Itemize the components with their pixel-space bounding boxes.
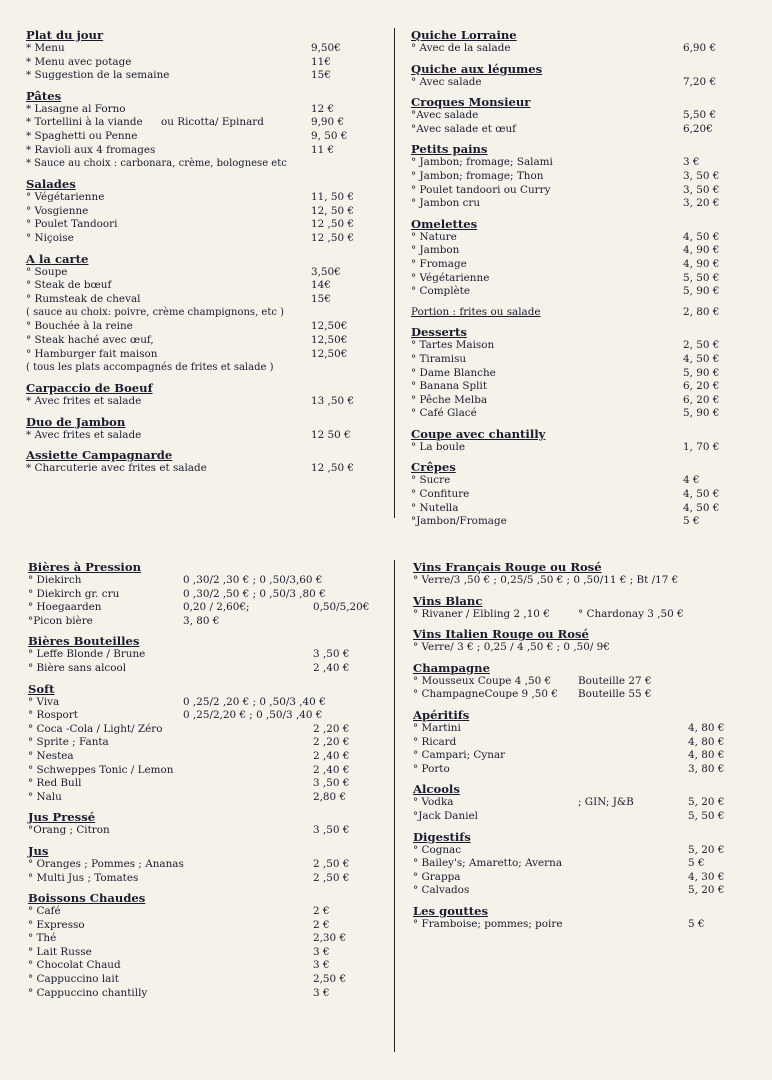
menu-item-price: 12 ,50 € (311, 218, 354, 231)
menu-item (26, 429, 381, 443)
menu-item-name: ° Multi Jus ; Tomates (28, 871, 139, 884)
menu-item-name: ° Chocolat Chaud (28, 959, 121, 972)
menu-item-price: 6,20€ (683, 122, 713, 135)
menu-item (413, 871, 733, 885)
menu-item-name: ° Nestea (28, 749, 74, 762)
menu-item-price: 3 € (683, 156, 700, 169)
menu-item (411, 258, 729, 272)
menu-item-name: ° Poulet tandoori ou Curry (411, 183, 551, 196)
menu-item-price: 2 ,20 € (313, 722, 350, 735)
menu-item-name: ° Jambon (411, 244, 460, 257)
menu-item (26, 205, 381, 219)
menu-item (26, 395, 381, 409)
menu-item-detail: ° Chardonay 3 ,50 € (578, 607, 684, 620)
menu-item-name: °Avec salade et œuf (411, 122, 517, 135)
menu-item (411, 184, 729, 198)
section-title: Vins Français Rouge ou Rosé (413, 560, 602, 574)
menu-item-price: 2, 80 € (683, 305, 720, 318)
menu-item-price: 11, 50 € (311, 191, 354, 204)
menu-item (28, 791, 368, 805)
menu-item (411, 367, 729, 381)
menu-item-price: 13 ,50 € (311, 395, 354, 408)
menu-item-price: 12,50€ (311, 347, 348, 360)
menu-item-name: * Suggestion de la semaine (26, 69, 170, 82)
menu-item (28, 601, 368, 615)
section-title: Assiette Campagnarde (26, 448, 173, 463)
menu-item-name: ° Cappuccino lait (28, 973, 119, 986)
menu-item-price: 5,50 € (683, 109, 717, 122)
menu-item-name: ° Martini (413, 721, 461, 734)
vertical-divider-bottom (394, 560, 395, 1052)
section-title: Quiche Lorraine (411, 28, 517, 42)
menu-item (26, 348, 381, 362)
menu-item (28, 973, 368, 987)
menu-item (28, 946, 368, 960)
menu-item (411, 339, 729, 353)
menu-item-name: ° Rumsteak de cheval (26, 292, 141, 305)
menu-item (28, 824, 368, 838)
menu-item (413, 688, 733, 702)
menu-item (28, 905, 368, 919)
menu-item-name: ° Fromage (411, 257, 467, 270)
menu-item (413, 884, 733, 898)
menu-item (28, 872, 368, 886)
menu-item-name: ° Pêche Melba (411, 393, 488, 406)
menu-item-price: 4, 80 € (688, 721, 725, 734)
section-title: Soft (28, 681, 55, 696)
menu-item (26, 191, 381, 205)
menu-item-detail: ou Ricotta/ Epinard (161, 116, 264, 129)
menu-item (413, 857, 733, 871)
menu-drinks-panel (28, 560, 368, 1000)
menu-item-name: * Avec frites et salade (26, 428, 142, 441)
menu-item-name: ° Jambon cru (411, 197, 481, 210)
menu-item-detail: Bouteille 27 € (578, 674, 652, 687)
menu-item-price: 5, 50 € (683, 271, 720, 284)
menu-item-name: ° Nalu (28, 790, 62, 803)
menu-item (411, 353, 729, 367)
menu-item-detail: 0 ,25/2 ,20 € ; 0 ,50/3 ,40 € (183, 695, 326, 708)
menu-item-price: 5, 50 € (688, 809, 725, 822)
menu-item-detail: Bouteille 55 € (578, 688, 652, 701)
menu-item (28, 648, 368, 662)
menu-item-price: 9,90 € (311, 116, 345, 129)
menu-item (28, 662, 368, 676)
menu-item-price: 5, 20 € (688, 796, 725, 809)
section-title: Digestifs (413, 829, 471, 844)
menu-item-name: ° Verre/3 ,50 € ; 0,25/5 ,50 € ; 0 ,50/11 € ; Bt /17 € (413, 574, 679, 586)
menu-item (411, 109, 729, 123)
menu-item (411, 231, 729, 245)
menu-item-name: ° Soupe (26, 265, 68, 278)
menu-item-price: 4, 50 € (683, 230, 720, 243)
menu-item (413, 763, 733, 777)
menu-item-detail: 0 ,30/2 ,50 € ; 0 ,50/3 ,80 € (183, 587, 326, 600)
section-title: Duo de Jambon (26, 414, 126, 429)
section-title: Pâtes (26, 88, 62, 103)
menu-item (28, 750, 368, 764)
menu-item-name: ° Vodka (413, 796, 454, 809)
menu-item-price: 5, 90 € (683, 285, 720, 298)
menu-item-price: 3 € (313, 986, 330, 999)
menu-item-price: 5, 20 € (688, 884, 725, 897)
menu-item-name: °Picon bière (28, 614, 93, 627)
menu-item-name: ° Avec salade (411, 75, 482, 88)
menu-item (26, 103, 381, 117)
menu-item-price: 3 ,50 € (313, 648, 350, 661)
menu-item-name: ° Végétarienne (26, 191, 105, 204)
menu-item-name: ° ChampagneCoupe 9 ,50 € (413, 688, 558, 701)
menu-item-price: 3,50€ (311, 265, 341, 278)
menu-item-price: 12 ,50 € (311, 462, 354, 475)
menu-item-price: 0,50/5,20€ (313, 601, 370, 614)
menu-item (411, 488, 729, 502)
menu-item-name: ° Vosgienne (26, 204, 89, 217)
menu-item-name: * Avec frites et salade (26, 395, 142, 408)
menu-item-price: 5 € (683, 515, 700, 528)
menu-item-price: 12,50€ (311, 320, 348, 333)
menu-item-price: 4 € (683, 474, 700, 487)
menu-item (413, 918, 733, 932)
menu-item-name: °Orang ; Citron (28, 824, 110, 837)
menu-item-price: 12, 50 € (311, 204, 354, 217)
menu-item-price: 15€ (311, 69, 331, 82)
menu-item-name: ° Hoegaarden (28, 601, 102, 614)
section-title: Bières à Pression (28, 560, 141, 574)
section-title: Quiche aux légumes (411, 61, 543, 76)
menu-item-price: 4, 90 € (683, 257, 720, 270)
menu-item-name: ° Bière sans alcool (28, 661, 127, 674)
section-title: Petits pains (411, 142, 488, 157)
menu-item-name: ° Confiture (411, 488, 470, 501)
menu-item (28, 932, 368, 946)
menu-item-name: * Menu (26, 42, 65, 54)
menu-item-price: 2 ,40 € (313, 661, 350, 674)
menu-item (28, 615, 368, 629)
section-title: Les gouttes (413, 903, 488, 918)
menu-item (26, 293, 381, 307)
menu-item-name: ° Tiramisu (411, 352, 467, 365)
menu-item (411, 76, 729, 90)
menu-item (411, 42, 729, 56)
menu-item (26, 462, 381, 476)
menu-item-name: * Ravioli aux 4 fromages (26, 143, 156, 156)
menu-item (411, 515, 729, 529)
menu-wines-spirits-panel (413, 560, 733, 932)
menu-item-name: * Tortellini à la viande (26, 116, 143, 129)
menu-item-name: ° Ricard (413, 735, 457, 748)
section-title: Boissons Chaudes (28, 891, 146, 906)
menu-item (28, 777, 368, 791)
menu-item-name: ° Expresso (28, 918, 85, 931)
menu-item-price: 4, 50 € (683, 501, 720, 514)
menu-item-name: ° La boule (411, 440, 465, 453)
menu-item-price: 5, 90 € (683, 407, 720, 420)
menu-item-price: 6, 20 € (683, 380, 720, 393)
menu-item-name: ° Café Glacé (411, 407, 477, 420)
menu-item-price: 14€ (311, 279, 331, 292)
menu-item-name: ° Diekirch gr. cru (28, 587, 120, 600)
menu-item-price: 3 € (313, 945, 330, 958)
section-note: ( sauce au choix: poivre, crème champignons, etc ) (26, 307, 285, 319)
menu-item-name: ° Diekirch (28, 574, 82, 586)
menu-item-price: 4, 30 € (688, 870, 725, 883)
menu-item (28, 736, 368, 750)
menu-item (411, 123, 729, 137)
section-title: Apéritifs (413, 707, 470, 722)
menu-item-price: 2, 50 € (683, 339, 720, 352)
section-title: Bières Bouteilles (28, 634, 140, 649)
menu-item-name: ° Coca -Cola / Light/ Zéro (28, 722, 163, 735)
menu-item-price: 2 € (313, 905, 330, 918)
section-title: Desserts (411, 325, 467, 340)
menu-item-price: 2 ,40 € (313, 763, 350, 776)
menu-item-price: 12 50 € (311, 428, 351, 441)
menu-item-name: ° Nutella (411, 501, 459, 514)
menu-item-price: 3 € (313, 959, 330, 972)
menu-item-name: ° Cappuccino chantilly (28, 986, 148, 999)
menu-item (411, 272, 729, 286)
menu-item (411, 170, 729, 184)
menu-item-name: ° Jambon; fromage; Thon (411, 169, 544, 182)
section-title: Alcools (413, 782, 460, 797)
menu-item (413, 641, 733, 655)
menu-item (413, 749, 733, 763)
menu-item-name: °Jambon/Fromage (411, 515, 507, 528)
menu-item-name: ° Red Bull (28, 777, 82, 790)
menu-item-name: ° Leffe Blonde / Brune (28, 648, 146, 661)
menu-item (411, 380, 729, 394)
menu-item (411, 306, 729, 320)
menu-item-name: ° Bailey's; Amaretto; Averna (413, 857, 563, 870)
menu-item-price: 3 ,50 € (313, 824, 350, 837)
menu-item-name: ° Poulet Tandoori (26, 218, 118, 231)
menu-item-name: ° Verre/ 3 € ; 0,25 / 4 ,50 € ; 0 ,50/ 9€ (413, 641, 610, 654)
menu-item-name: ° Schweppes Tonic / Lemon (28, 763, 174, 776)
menu-item-detail: 0,20 / 2,60€; (183, 601, 250, 614)
section-title: Omelettes (411, 216, 478, 231)
menu-item (413, 722, 733, 736)
menu-item-price: 2 ,20 € (313, 736, 350, 749)
menu-item (411, 156, 729, 170)
section-note: * Sauce au choix : carbonara, crème, bolognese etc (26, 158, 287, 170)
menu-item (411, 244, 729, 258)
menu-item-price: 5 € (688, 857, 705, 870)
menu-item-name: ° Niçoise (26, 231, 74, 244)
section-title: Jus Pressé (28, 810, 96, 825)
menu-item-name: ° Bouchée à la reine (26, 320, 133, 333)
menu-item-price: 11 € (311, 143, 335, 156)
menu-item-name: ° Viva (28, 695, 60, 708)
menu-item-name: * Charcuterie avec frites et salade (26, 462, 207, 475)
menu-item-name: ° Sucre (411, 474, 451, 487)
section-spacer (411, 299, 729, 306)
menu-item-name: ° Porto (413, 762, 450, 775)
menu-item-price: 7,20 € (683, 75, 717, 88)
menu-item (26, 42, 381, 56)
menu-item (28, 959, 368, 973)
menu-item-price: 12,50€ (311, 333, 348, 346)
menu-item (26, 334, 381, 348)
section-title: Salades (26, 177, 76, 192)
menu-item (28, 764, 368, 778)
menu-item-name: ° Nature (411, 230, 457, 243)
menu-item (413, 796, 733, 810)
menu-item-name: ° Complète (411, 285, 471, 298)
menu-item-name: * Lasagne al Forno (26, 102, 126, 115)
menu-item-name: ° Banana Split (411, 380, 487, 393)
menu-item (26, 232, 381, 246)
section-title: A la carte (26, 251, 89, 266)
menu-item-name: ° Mousseux Coupe 4 ,50 € (413, 674, 552, 687)
menu-item-name: ° Steak de bœuf (26, 279, 112, 292)
menu-item (26, 218, 381, 232)
menu-item-price: 3, 50 € (683, 183, 720, 196)
menu-item-price: 5, 20 € (688, 843, 725, 856)
menu-item-name: ° Végétarienne (411, 271, 490, 284)
menu-item (28, 588, 368, 602)
menu-item-name: ° Framboise; pommes; poire (413, 917, 563, 930)
menu-item-price: 4, 90 € (683, 244, 720, 257)
section-note: ( tous les plats accompagnés de frites et salade ) (26, 362, 274, 374)
menu-item-name: Portion : frites ou salade (411, 305, 541, 318)
menu-item-price: 4, 80 € (688, 735, 725, 748)
menu-item (411, 474, 729, 488)
menu-item (26, 144, 381, 158)
menu-item-name: * Spaghetti ou Penne (26, 129, 138, 142)
menu-item-name: ° Steak haché avec œuf, (26, 333, 154, 346)
menu-item-name: ° Cognac (413, 843, 462, 856)
menu-item-name: * Menu avec potage (26, 55, 132, 68)
menu-item (413, 844, 733, 858)
menu-item-price: 4, 50 € (683, 352, 720, 365)
menu-item-price: 3, 20 € (683, 197, 720, 210)
menu-item-name: ° Oranges ; Pommes ; Ananas (28, 857, 184, 870)
menu-item (26, 320, 381, 334)
menu-item (411, 502, 729, 516)
menu-item (26, 279, 381, 293)
menu-item (28, 574, 368, 588)
menu-item-price: 15€ (311, 292, 331, 305)
menu-item (413, 810, 733, 824)
menu-item-price: 12 ,50 € (311, 231, 354, 244)
menu-item (28, 696, 368, 710)
section-title: Croques Monsieur (411, 95, 531, 110)
section-title: Crêpes (411, 460, 456, 475)
section-title: Carpaccio de Boeuf (26, 381, 153, 396)
menu-item (413, 675, 733, 689)
menu-item-price: 2 ,50 € (313, 857, 350, 870)
section-title: Vins Blanc (413, 593, 483, 608)
menu-item-price: 3 ,50 € (313, 777, 350, 790)
menu-item-price: 2 € (313, 918, 330, 931)
menu-item (411, 394, 729, 408)
menu-item-price: 4, 50 € (683, 488, 720, 501)
menu-item (26, 116, 381, 130)
menu-item-price: 5 € (688, 917, 705, 930)
menu-item-price: 6, 20 € (683, 393, 720, 406)
menu-item-name: °Avec salade (411, 109, 479, 122)
menu-food-panel (26, 28, 381, 476)
menu-item-price: 2,80 € (313, 790, 347, 803)
menu-item (28, 723, 368, 737)
menu-item-price: 9, 50 € (311, 129, 348, 142)
menu-item-detail: 0 ,30/2 ,30 € ; 0 ,50/3,60 € (183, 574, 323, 586)
menu-item (413, 736, 733, 750)
menu-item-name: ° Jambon; fromage; Salami (411, 156, 553, 169)
menu-item-name: ° Tartes Maison (411, 339, 495, 352)
section-title: Champagne (413, 660, 490, 675)
section-title: Coupe avec chantilly (411, 426, 546, 441)
menu-item (26, 56, 381, 70)
menu-item-price: 5, 90 € (683, 366, 720, 379)
menu-item (413, 574, 733, 588)
section-title: Jus (28, 843, 49, 858)
menu-item (26, 266, 381, 280)
menu-item-name: ° Avec de la salade (411, 42, 511, 54)
menu-snacks-desserts-panel (411, 28, 729, 529)
menu-item-price: 3, 50 € (683, 169, 720, 182)
menu-item (411, 441, 729, 455)
menu-item (28, 919, 368, 933)
menu-item-price: 3, 80 € (688, 762, 725, 775)
menu-item-price: 4, 80 € (688, 749, 725, 762)
menu-item (411, 197, 729, 211)
menu-item-price: 2 ,50 € (313, 871, 350, 884)
menu-item-name: ° Sprite ; Fanta (28, 736, 109, 749)
menu-item-name: ° Café (28, 905, 61, 918)
menu-item (26, 69, 381, 83)
menu-item-price: 6,90 € (683, 42, 717, 54)
menu-item-price: 9,50€ (311, 42, 341, 54)
menu-item-name: ° Lait Russe (28, 945, 92, 958)
menu-item-price: 2,50 € (313, 973, 347, 986)
vertical-divider-top (394, 28, 395, 518)
menu-item (411, 407, 729, 421)
menu-item-price: 11€ (311, 55, 331, 68)
menu-item-price: 2 ,40 € (313, 749, 350, 762)
menu-item (413, 608, 733, 622)
section-title: Plat du jour (26, 28, 104, 42)
menu-item-detail: 3, 80 € (183, 614, 220, 627)
menu-item (411, 285, 729, 299)
menu-item-name: ° Campari; Cynar (413, 749, 506, 762)
menu-item (28, 709, 368, 723)
menu-item (28, 858, 368, 872)
menu-item-price: 2,30 € (313, 932, 347, 945)
menu-item-name: ° Rosport (28, 709, 78, 722)
menu-item-detail: 0 ,25/2,20 € ; 0 ,50/3 ,40 € (183, 709, 323, 722)
menu-item-price: 1, 70 € (683, 440, 720, 453)
menu-item-name: °Jack Daniel (413, 809, 478, 822)
menu-item-name: ° Rivaner / Elbling 2 ,10 € (413, 607, 550, 620)
menu-item-name: ° Dame Blanche (411, 366, 496, 379)
menu-item-name: ° Hamburger fait maison (26, 347, 158, 360)
menu-item-name: ° Calvados (413, 884, 470, 897)
menu-item (26, 130, 381, 144)
section-title: Vins Italien Rouge ou Rosé (413, 627, 589, 642)
menu-item-detail: ; GIN; J&B (578, 796, 634, 809)
menu-item-price: 12 € (311, 102, 335, 115)
menu-item (28, 987, 368, 1001)
menu-item-name: ° Grappa (413, 870, 461, 883)
menu-item-name: ° Thé (28, 932, 57, 945)
